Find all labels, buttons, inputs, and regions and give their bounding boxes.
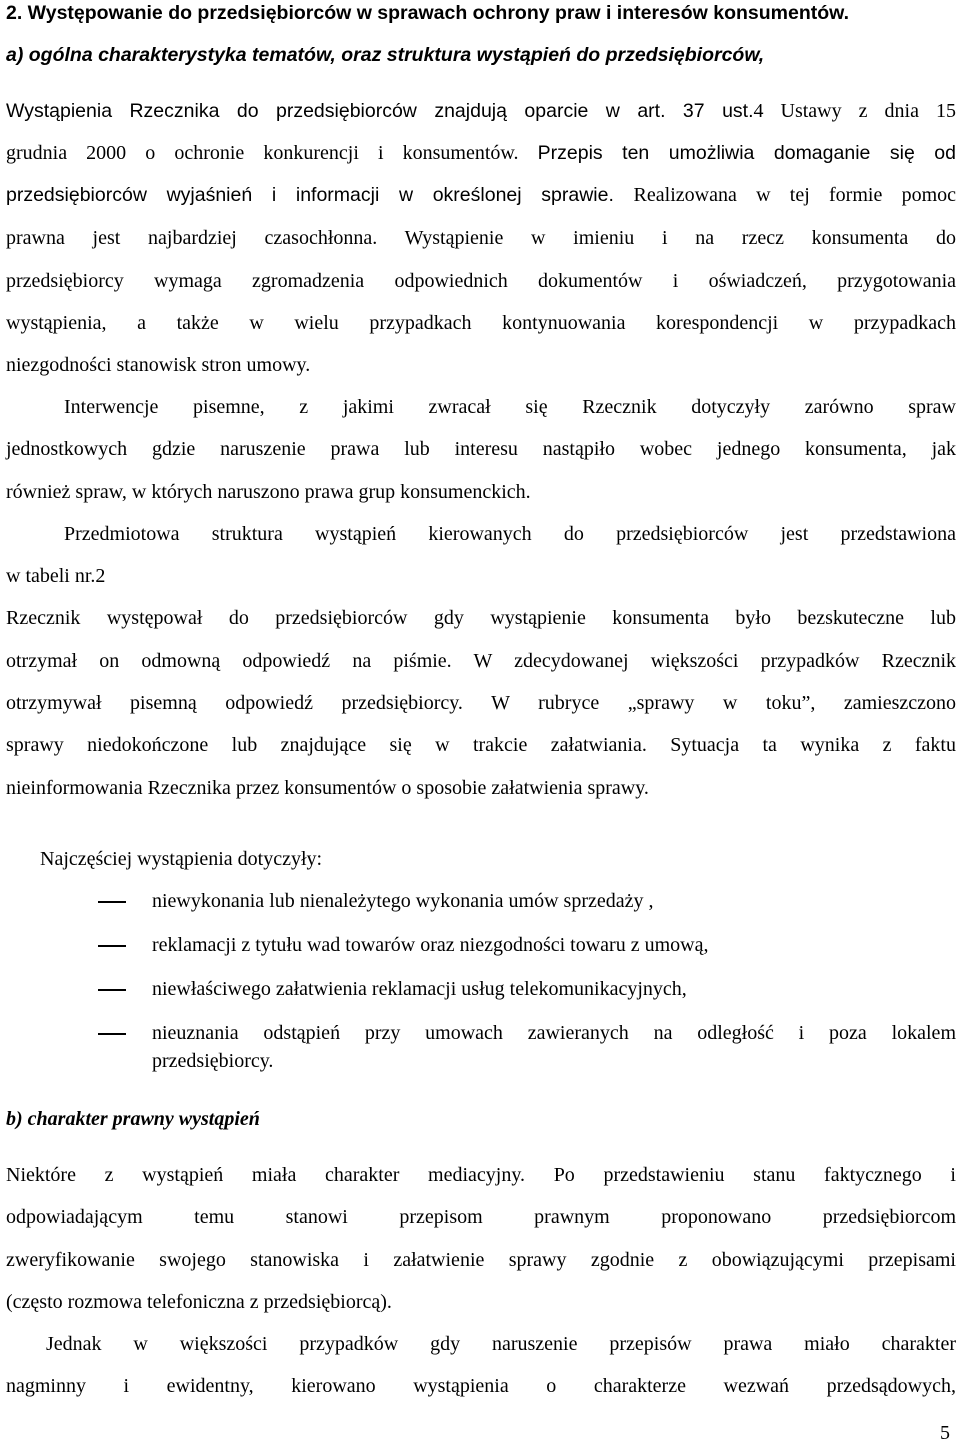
section-heading: 2. Występowanie do przedsiębiorców w sprawach ochrony praw i interesów konsumentów. — [6, 2, 850, 24]
paragraph-line: przedsiębiorców wyjaśnień i informacji w określonej sprawie. Realizowana w tej formie pomoc — [6, 184, 957, 206]
paragraph-line: zweryfikowanie swojego stanowiska i załatwienie sprawy zgodnie z obowiązującymi przepisami — [6, 1249, 956, 1271]
paragraph-line: Wystąpienia Rzecznika do przedsiębiorców znajdują oparcie w art. 37 ust.4 Ustawy z dnia 15 — [6, 100, 956, 122]
paragraph-line: Rzecznik występował do przedsiębiorców gdy wystąpienie konsumenta było bezskuteczne lub — [6, 607, 956, 629]
dash-bullet-icon — [98, 901, 126, 903]
paragraph-line: Niektóre z wystąpień miała charakter mediacyjny. Po przedstawieniu stanu faktycznego i — [6, 1164, 956, 1186]
paragraph-line: grudnia 2000 o ochronie konkurencji i konsumentów. Przepis ten umożliwia domaganie się od — [6, 142, 956, 164]
page-number: 5 — [940, 1422, 950, 1444]
list-item: niewłaściwego załatwienia reklamacji usług telekomunikacyjnych, — [152, 978, 687, 1000]
paragraph-line: nieinformowania Rzecznika przez konsumentów o sposobie załatwienia sprawy. — [6, 777, 649, 799]
list-intro: Najczęściej wystąpienia dotyczyły: — [40, 848, 323, 870]
paragraph-line: Przedmiotowa struktura wystąpień kierowanych do przedsiębiorców jest przedstawiona — [64, 523, 956, 545]
paragraph-line: również spraw, w których naruszono prawa grup konsumenckich. — [6, 481, 531, 503]
paragraph-line: (często rozmowa telefoniczna z przedsiębiorcą). — [6, 1291, 392, 1313]
dash-bullet-icon — [98, 989, 126, 991]
paragraph-line: Interwencje pisemne, z jakimi zwracał się Rzecznik dotyczyły zarówno spraw — [64, 396, 956, 418]
paragraph-line: w tabeli nr.2 — [6, 565, 106, 587]
list-item: nieuznania odstąpień przy umowach zawieranych na odległość i poza lokalem — [152, 1022, 956, 1044]
paragraph-line: otrzymał on odmowną odpowiedź na piśmie. W zdecydowanej większości przypadków Rzecznik — [6, 650, 957, 672]
paragraph-line: odpowiadającym temu stanowi przepisom prawnym proponowano przedsiębiorcom — [6, 1206, 956, 1228]
paragraph-line: Jednak w większości przypadków gdy naruszenie przepisów prawa miało charakter — [46, 1333, 956, 1355]
list-item: niewykonania lub nienależytego wykonania umów sprzedaży , — [152, 890, 654, 912]
paragraph-line: przedsiębiorcy wymaga zgromadzenia odpowiednich dokumentów i oświadczeń, przygotowania — [6, 270, 956, 292]
list-item-continuation: przedsiębiorcy. — [152, 1050, 274, 1072]
paragraph-line: wystąpienia, a także w wielu przypadkach kontynuowania korespondencji w przypadkach — [6, 312, 956, 334]
list-item: reklamacji z tytułu wad towarów oraz niezgodności towaru z umową, — [152, 934, 709, 956]
paragraph-line: sprawy niedokończone lub znajdujące się w trakcie załatwiania. Sytuacja ta wynika z faktu — [6, 734, 956, 756]
paragraph-line: nagminny i ewidentny, kierowano wystąpienia o charakterze wezwań przedsądowych, — [6, 1375, 956, 1397]
paragraph-line: jednostkowych gdzie naruszenie prawa lub interesu nastąpiło wobec jednego konsumenta, jak — [6, 438, 956, 460]
subsection-a-heading: a) ogólna charakterystyka tematów, oraz struktura wystąpień do przedsiębiorców, — [6, 44, 765, 66]
dash-bullet-icon — [98, 945, 126, 947]
paragraph-line: prawna jest najbardziej czasochłonna. Wystąpienie w imieniu i na rzecz konsumenta do — [6, 227, 956, 249]
paragraph-line: niezgodności stanowisk stron umowy. — [6, 354, 311, 376]
dash-bullet-icon — [98, 1033, 126, 1035]
subsection-b-heading: b) charakter prawny wystąpień — [6, 1108, 260, 1130]
paragraph-line: otrzymywał pisemną odpowiedź przedsiębiorcy. W rubryce „sprawy w toku”, zamieszczono — [6, 692, 957, 714]
